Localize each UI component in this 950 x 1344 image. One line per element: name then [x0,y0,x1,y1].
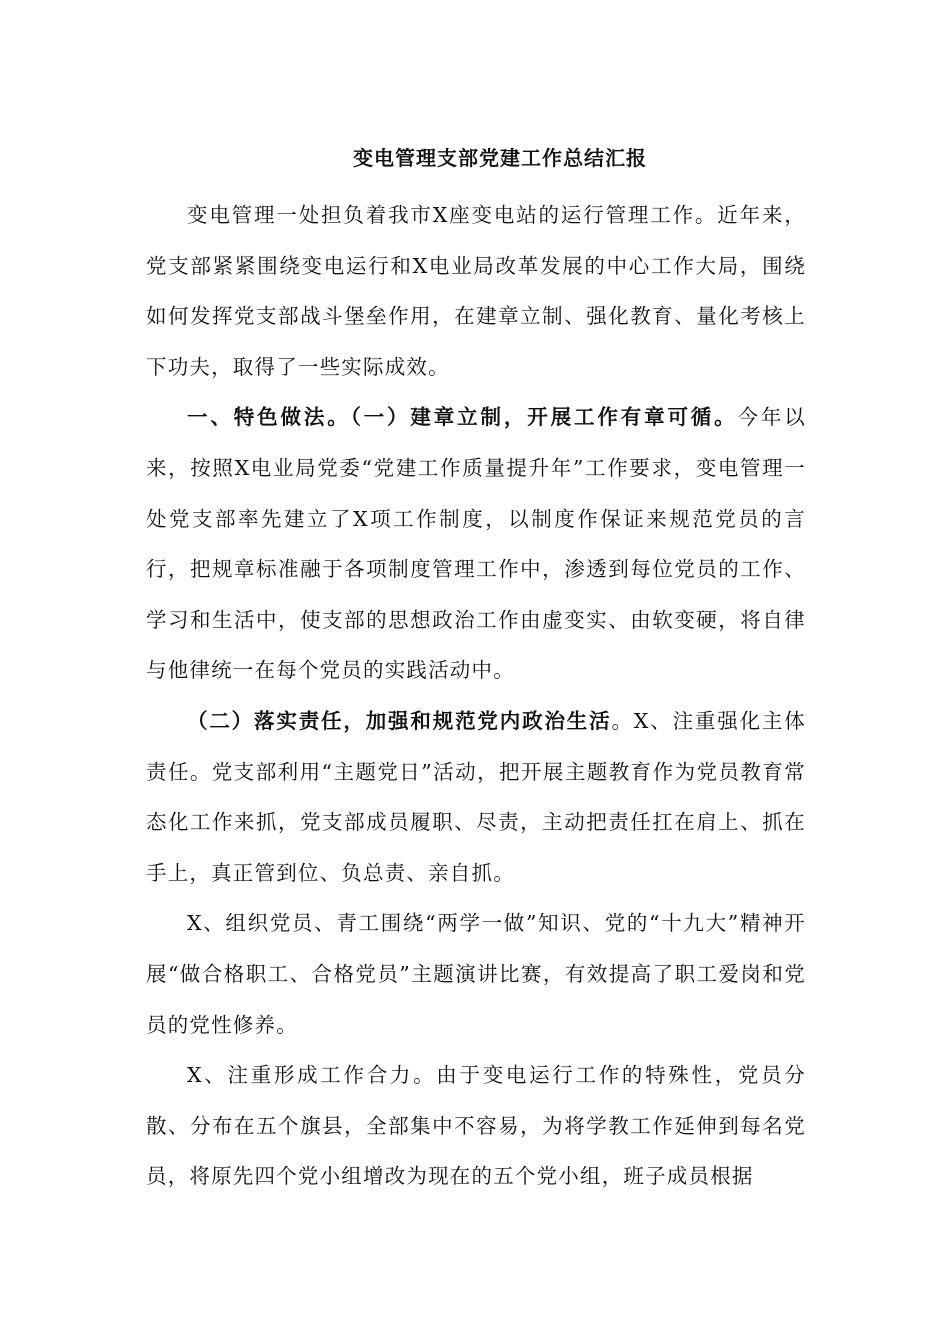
document-body [146,190,806,1202]
paragraph-text: 变电管理一处担负着我市X座变电站的运行管理工作。近年来，党支部紧紧围绕变电运行和X电业局改革发展的中心工作大局，围绕如何发挥党支部战斗堡垒作用，在建章立制、强化教育、量化考核上下功夫，取得了一些实际成效。 [146,203,806,379]
paragraph-text: X、注重形成工作合力。由于变电运行工作的特殊性，党员分散、分布在五个旗县，全部集中不容易，为将学教工作延伸到每名党员，将原先四个党小组增改为现在的五个党小组，班子成员根据 [146,1063,806,1189]
paragraph-intro [146,190,806,392]
section-heading: 一、特色做法。（一）建章立制，开展工作有章可循。 [187,405,738,430]
paragraph-section-two [146,696,806,898]
paragraph-section-one [146,392,806,696]
paragraph-text: 今年以来，按照X电业局党委“党建工作质量提升年”工作要求，变电管理一处党支部率先建立了X项工作制度，以制度作保证来规范党员的言行，把规章标准融于各项制度管理工作中，渗透到每位党员的工作、学习和生活中，使支部的思想政治工作由虚变实、由软变硬，将自律与他律统一在每个党员的实践活动中。 [146,405,806,683]
section-heading: （二）落实责任，加强和规范党内政治生活 [187,708,612,733]
paragraph-item-two [146,898,806,1050]
paragraph-text: 。X、注重强化主体责任。党支部利用“主题党日”活动，把开展主题教育作为党员教育常态化工作来抓，党支部成员履职、尽责，主动把责任扛在肩上、抓在手上，真正管到位、负总责、亲自抓。 [146,708,806,885]
paragraph-item-three [146,1050,806,1202]
paragraph-text: X、组织党员、青工围绕“两学一做”知识、党的“十九大”精神开展“做合格职工、合格党员”主题演讲比赛，有效提高了职工爱岗和党员的党性修养。 [146,911,806,1037]
document-title: 变电管理支部党建工作总结汇报 [353,146,647,170]
